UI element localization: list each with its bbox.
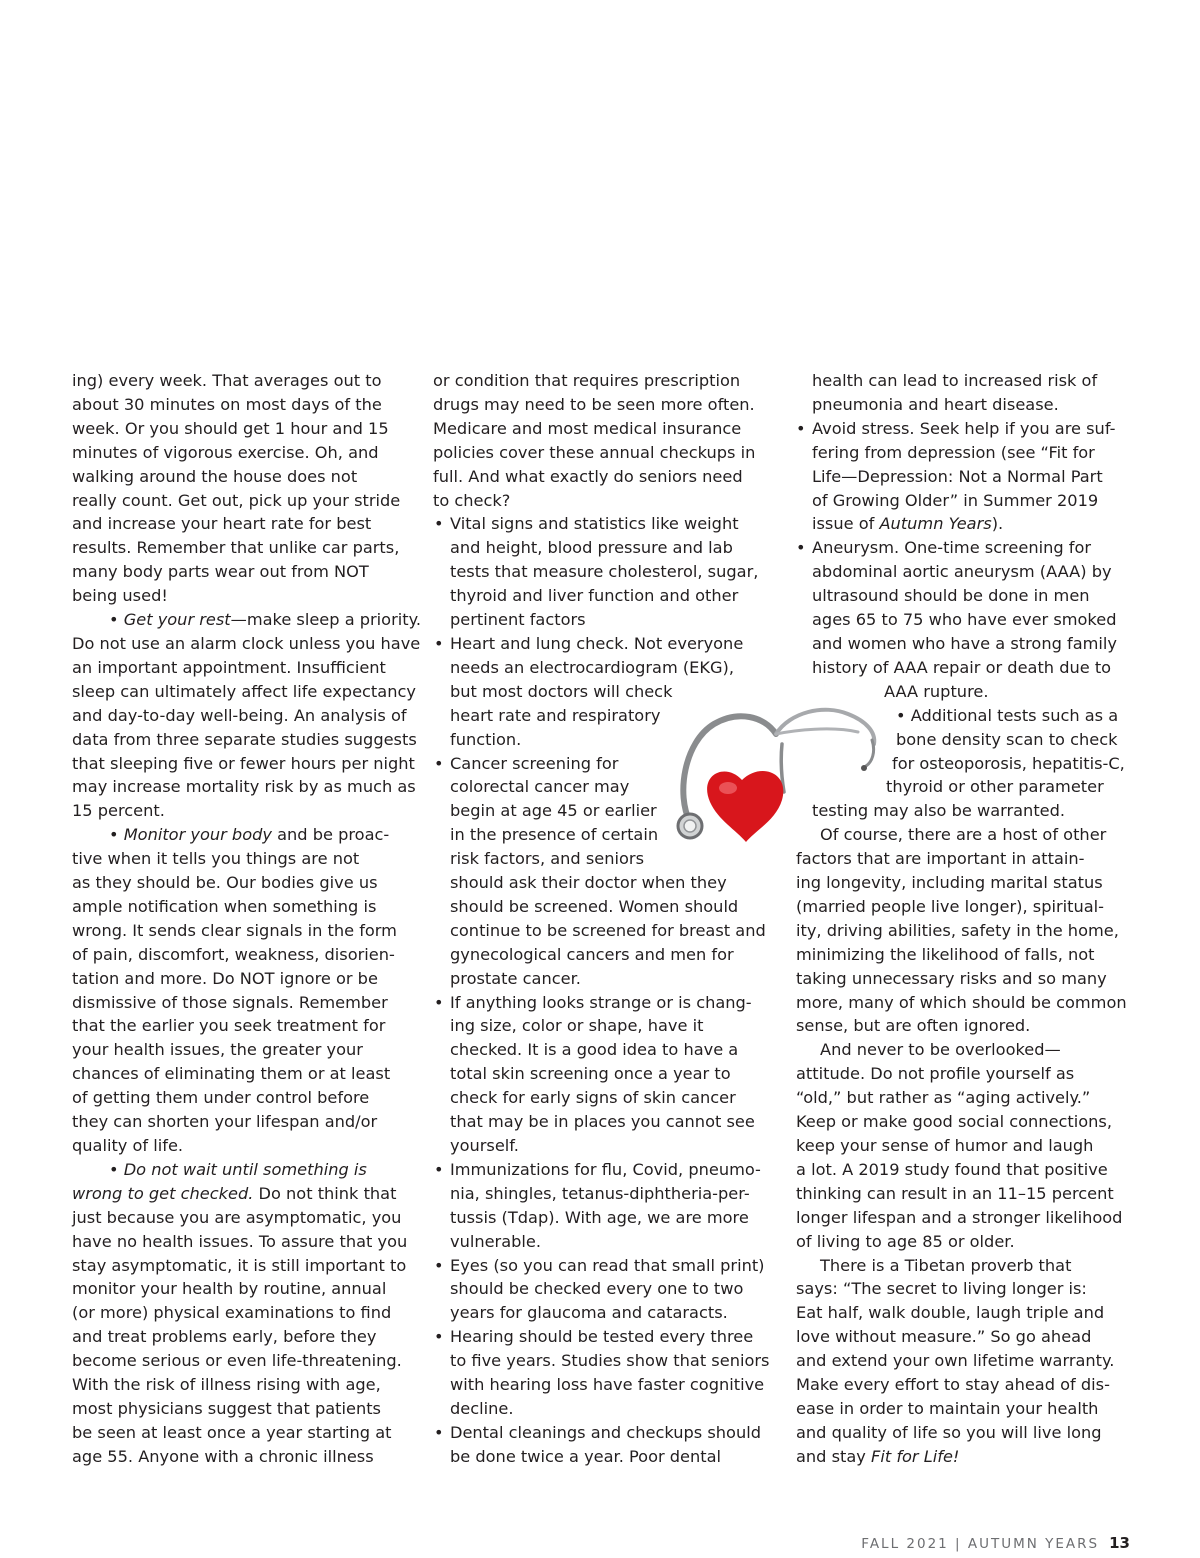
text-line: Eat half, walk double, laugh triple and bbox=[796, 1303, 1105, 1323]
text-line: Life—Depression: Not a Normal Part bbox=[812, 466, 1103, 486]
text-line bbox=[796, 512, 1136, 536]
rest-title: Get your rest bbox=[123, 610, 231, 630]
text-line: for osteoporosis, hepatitis-C, bbox=[892, 753, 1125, 773]
list-item bbox=[433, 991, 778, 1158]
bullet: • bbox=[434, 753, 444, 773]
text-line: chances of eliminating them or at least bbox=[72, 1064, 391, 1084]
list-item bbox=[433, 512, 778, 632]
text-fragment: Heart and lung check. Not everyone bbox=[450, 633, 744, 653]
wait-heading-line bbox=[72, 1158, 412, 1182]
text-line: have no health issues. To assure that you bbox=[72, 1231, 408, 1251]
rest-first: —make sleep a priority. bbox=[230, 610, 421, 630]
text-line: but most doctors will check bbox=[450, 681, 673, 701]
list-item bbox=[433, 1254, 778, 1326]
text-line: and quality of life so you will live long bbox=[796, 1422, 1102, 1442]
text-line: walking around the house does not bbox=[72, 466, 358, 486]
text-line: as they should be. Our bodies give us bbox=[72, 873, 378, 893]
text-line: bone density scan to check bbox=[896, 729, 1118, 749]
text-line: ing size, color or shape, have it bbox=[450, 1016, 704, 1036]
text-line: most physicians suggest that patients bbox=[72, 1398, 381, 1418]
text-line: results. Remember that unlike car parts, bbox=[72, 538, 400, 558]
text-line: keep your sense of humor and laugh bbox=[796, 1136, 1094, 1155]
text-line: more, many of which should be common bbox=[796, 992, 1127, 1012]
text-line: (or more) physical examinations to find bbox=[72, 1303, 392, 1323]
text-line: abdominal aortic aneurysm (AAA) by bbox=[812, 562, 1112, 582]
text-line: of getting them under control before bbox=[72, 1088, 370, 1108]
text-line: decline. bbox=[450, 1398, 514, 1418]
text-line: minutes of vigorous exercise. Oh, and bbox=[72, 442, 379, 462]
text-line: testing may also be warranted. bbox=[812, 801, 1066, 821]
text-line: function. bbox=[450, 729, 522, 749]
text-line: to five years. Studies show that seniors bbox=[450, 1351, 770, 1371]
text-line: checked. It is a good idea to have a bbox=[450, 1040, 739, 1060]
text-line: With the risk of illness rising with age, bbox=[72, 1375, 381, 1395]
list-item-additional: • Additional tests such as a bbox=[896, 705, 1119, 725]
text-line: your health issues, the greater your bbox=[72, 1040, 363, 1060]
wait-title-2: wrong to get checked. bbox=[72, 1183, 254, 1203]
text-line: There is a Tibetan proverb that bbox=[820, 1255, 1072, 1275]
text-line: And never to be overlooked— bbox=[820, 1040, 1061, 1060]
list-item bbox=[433, 1325, 778, 1421]
text-line: tive when it tells you things are not bbox=[72, 849, 360, 869]
text-line: attitude. Do not profile yourself as bbox=[796, 1064, 1075, 1084]
text-line: drugs may need to be seen more often. bbox=[433, 394, 755, 414]
text-line: ample notification when something is bbox=[72, 896, 377, 916]
bullet: • bbox=[434, 514, 444, 534]
text-line: become serious or even life-threatening. bbox=[72, 1351, 402, 1371]
text-line: about 30 minutes on most days of the bbox=[72, 394, 382, 414]
text-line: taking unnecessary risks and so many bbox=[796, 968, 1107, 988]
monitor-heading-line bbox=[72, 823, 412, 847]
text-line: sleep can ultimately affect life expectancy bbox=[72, 681, 416, 701]
text-line: health can lead to increased risk of bbox=[812, 371, 1098, 390]
text-line bbox=[433, 632, 778, 656]
text-line: 15 percent. bbox=[72, 801, 165, 821]
text-fragment: Hearing should be tested every three bbox=[450, 1327, 754, 1347]
text-line: says: “The secret to living longer is: bbox=[796, 1279, 1087, 1299]
text-line: continue to be screened for breast and bbox=[450, 920, 766, 940]
text-line: “old,” but rather as “aging actively.” bbox=[796, 1088, 1091, 1108]
text-line: thyroid and liver function and other bbox=[450, 586, 739, 606]
text-line: pertinent factors bbox=[450, 610, 586, 630]
text-line: begin at age 45 or earlier bbox=[450, 801, 657, 821]
text-line: Make every effort to stay ahead of dis- bbox=[796, 1375, 1110, 1395]
text-fragment: Immunizations for flu, Covid, pneumo- bbox=[450, 1159, 761, 1179]
text-line: (married people live longer), spiritual- bbox=[796, 896, 1104, 916]
text-line: tation and more. Do NOT ignore or be bbox=[72, 968, 378, 988]
text-line: should ask their doctor when they bbox=[450, 873, 727, 893]
column-1 bbox=[72, 369, 421, 1469]
text-line: Of course, there are a host of other bbox=[820, 825, 1107, 845]
text-line: thinking can result in an 11–15 percent bbox=[796, 1183, 1114, 1203]
text-line: and extend your own lifetime warranty. bbox=[796, 1351, 1115, 1371]
text-line: full. And what exactly do seniors need bbox=[433, 466, 743, 486]
bullet: • bbox=[109, 1159, 124, 1179]
text-line: Aneurysm. One-time screening for bbox=[812, 538, 1092, 558]
text-line: be seen at least once a year starting at bbox=[72, 1422, 392, 1442]
text-line: age 55. Anyone with a chronic illness bbox=[72, 1446, 374, 1466]
bullet: • bbox=[109, 610, 124, 630]
text-line: pneumonia and heart disease. bbox=[812, 394, 1059, 414]
text-line: Do not use an alarm clock unless you have bbox=[72, 633, 421, 653]
text-line: check for early signs of skin cancer bbox=[450, 1088, 736, 1108]
text-fragment: issue of bbox=[812, 514, 880, 534]
text-line: sense, but are often ignored. bbox=[796, 1016, 1031, 1036]
text-line: that may be in places you cannot see bbox=[450, 1112, 755, 1132]
text-fragment: Cancer screening for bbox=[450, 753, 619, 773]
text-line: that sleeping five or fewer hours per night bbox=[72, 753, 415, 773]
text-line: fering from depression (see “Fit for bbox=[812, 442, 1095, 462]
text-line: Medicare and most medical insurance bbox=[433, 418, 742, 438]
list-item-aneurysm bbox=[796, 536, 1136, 560]
text-line: colorectal cancer may bbox=[450, 777, 630, 797]
text-line: AAA rupture. bbox=[884, 681, 989, 701]
text-line bbox=[433, 512, 778, 536]
text-line: really count. Get out, pick up your stride bbox=[72, 490, 401, 510]
text-line: and increase your heart rate for best bbox=[72, 514, 372, 534]
text-fragment: ). bbox=[991, 514, 1004, 534]
text-line: years for glaucoma and cataracts. bbox=[450, 1303, 728, 1323]
text-line: wrong. It sends clear signals in the form bbox=[72, 920, 397, 940]
text-line: ity, driving abilities, safety in the home, bbox=[796, 920, 1119, 940]
text-line: week. Or you should get 1 hour and 15 bbox=[72, 418, 389, 438]
text-fragment: Vital signs and statistics like weight bbox=[450, 514, 739, 534]
text-line bbox=[433, 1158, 778, 1182]
text-line: tussis (Tdap). With age, we are more bbox=[450, 1207, 749, 1227]
text-line: policies cover these annual checkups in bbox=[433, 442, 756, 462]
text-fragment: Eyes (so you can read that small print) bbox=[450, 1255, 765, 1275]
column-3 bbox=[796, 369, 1136, 1469]
text-line: just because you are asymptomatic, you bbox=[72, 1207, 402, 1227]
page-footer bbox=[861, 1534, 1130, 1552]
bullet: • bbox=[434, 1422, 444, 1442]
column-2 bbox=[433, 369, 778, 1469]
text-line: with hearing loss have faster cognitive bbox=[450, 1375, 765, 1395]
text-line: in the presence of certain bbox=[450, 825, 659, 845]
text-line: vulnerable. bbox=[450, 1231, 542, 1251]
checkup-list bbox=[433, 512, 778, 1468]
text-line: ing) every week. That averages out to bbox=[72, 371, 382, 390]
bullet: • bbox=[434, 992, 444, 1012]
text-line: ease in order to maintain your health bbox=[796, 1398, 1099, 1418]
text-line bbox=[433, 1421, 778, 1445]
text-line: and height, blood pressure and lab bbox=[450, 538, 733, 558]
magazine-title: Autumn Years bbox=[879, 514, 992, 534]
text-fragment: and stay bbox=[796, 1446, 872, 1466]
text-line: a lot. A 2019 study found that positive bbox=[796, 1159, 1108, 1179]
text-line: an important appointment. Insufficient bbox=[72, 657, 386, 677]
text-line: of living to age 85 or older. bbox=[796, 1231, 1015, 1251]
text-line: prostate cancer. bbox=[450, 968, 581, 988]
text-line: monitor your health by routine, annual bbox=[72, 1279, 387, 1299]
text-line: risk factors, and seniors bbox=[450, 849, 644, 869]
page-number: 13 bbox=[1109, 1534, 1130, 1552]
text-line: data from three separate studies suggests bbox=[72, 729, 417, 749]
text-line: longer lifespan and a stronger likelihood bbox=[796, 1207, 1123, 1227]
text-line: and day-to-day well-being. An analysis of bbox=[72, 705, 407, 725]
list-item bbox=[433, 1421, 778, 1469]
text-line: love without measure.” So go ahead bbox=[796, 1327, 1092, 1347]
bullet: • bbox=[434, 1159, 444, 1179]
text-line: needs an electrocardiogram (EKG), bbox=[450, 657, 735, 677]
bullet: • bbox=[796, 418, 806, 438]
text-line: may increase mortality risk by as much as bbox=[72, 777, 416, 797]
text-line: gynecological cancers and men for bbox=[450, 944, 734, 964]
text-line: Avoid stress. Seek help if you are suf- bbox=[812, 418, 1116, 438]
bullet: • bbox=[434, 1327, 444, 1347]
text-line bbox=[796, 1445, 1136, 1469]
text-line: quality of life. bbox=[72, 1136, 184, 1155]
text-line: should be checked every one to two bbox=[450, 1279, 744, 1299]
wait-heading-line-2 bbox=[72, 1182, 412, 1206]
text-line: that the earlier you seek treatment for bbox=[72, 1016, 386, 1036]
monitor-title: Monitor your body bbox=[123, 825, 272, 845]
text-line: and treat problems early, before they bbox=[72, 1327, 377, 1347]
text-line: stay asymptomatic, it is still important to bbox=[72, 1255, 407, 1275]
text-line: yourself. bbox=[450, 1136, 519, 1155]
text-line: ages 65 to 75 who have ever smoked bbox=[812, 610, 1117, 630]
bullet: • bbox=[434, 633, 444, 653]
bullet: • bbox=[109, 825, 124, 845]
text-line: of Growing Older” in Summer 2019 bbox=[812, 490, 1099, 510]
text-line: be done twice a year. Poor dental bbox=[450, 1446, 722, 1466]
wait-title-1: Do not wait until something is bbox=[123, 1159, 367, 1179]
footer-label: FALL 2021 | AUTUMN YEARS bbox=[861, 1536, 1100, 1552]
text-fragment: If anything looks strange or is chang- bbox=[450, 992, 752, 1012]
text-line: should be screened. Women should bbox=[450, 896, 739, 916]
text-line: ultrasound should be done in men bbox=[812, 586, 1090, 606]
text-line: ing longevity, including marital status bbox=[796, 873, 1103, 893]
bullet: • bbox=[434, 1255, 444, 1275]
text-line bbox=[433, 1254, 778, 1278]
closing-phrase: Fit for Life! bbox=[871, 1446, 960, 1466]
text-line: total skin screening once a year to bbox=[450, 1064, 731, 1084]
text-line: and women who have a strong family bbox=[812, 633, 1117, 653]
list-item bbox=[433, 1158, 778, 1254]
text-line: thyroid or other parameter bbox=[886, 777, 1104, 797]
text-fragment: Dental cleanings and checkups should bbox=[450, 1422, 761, 1442]
text-line: they can shorten your lifespan and/or bbox=[72, 1112, 378, 1132]
text-line: being used! bbox=[72, 586, 168, 606]
text-line: tests that measure cholesterol, sugar, bbox=[450, 562, 759, 582]
text-line: nia, shingles, tetanus-diphtheria-per- bbox=[450, 1183, 750, 1203]
bullet: • bbox=[796, 538, 806, 558]
text-line: dismissive of those signals. Remember bbox=[72, 992, 388, 1012]
text-line: history of AAA repair or death due to bbox=[812, 657, 1112, 677]
wait-second-rest: Do not think that bbox=[253, 1183, 397, 1203]
text-line bbox=[433, 1325, 778, 1349]
text-line: of pain, discomfort, weakness, disorien- bbox=[72, 944, 395, 964]
text-line: factors that are important in attain- bbox=[796, 849, 1085, 869]
text-line: Keep or make good social connections, bbox=[796, 1112, 1113, 1132]
text-line: to check? bbox=[433, 490, 511, 510]
text-line: or condition that requires prescription bbox=[433, 371, 741, 390]
monitor-first: and be proac- bbox=[271, 825, 390, 845]
text-line: many body parts wear out from NOT bbox=[72, 562, 369, 582]
text-line bbox=[433, 991, 778, 1015]
list-item-stress bbox=[796, 417, 1136, 441]
text-line: heart rate and respiratory bbox=[450, 705, 661, 725]
rest-heading-line bbox=[72, 608, 421, 632]
text-line: minimizing the likelihood of falls, not bbox=[796, 944, 1095, 964]
